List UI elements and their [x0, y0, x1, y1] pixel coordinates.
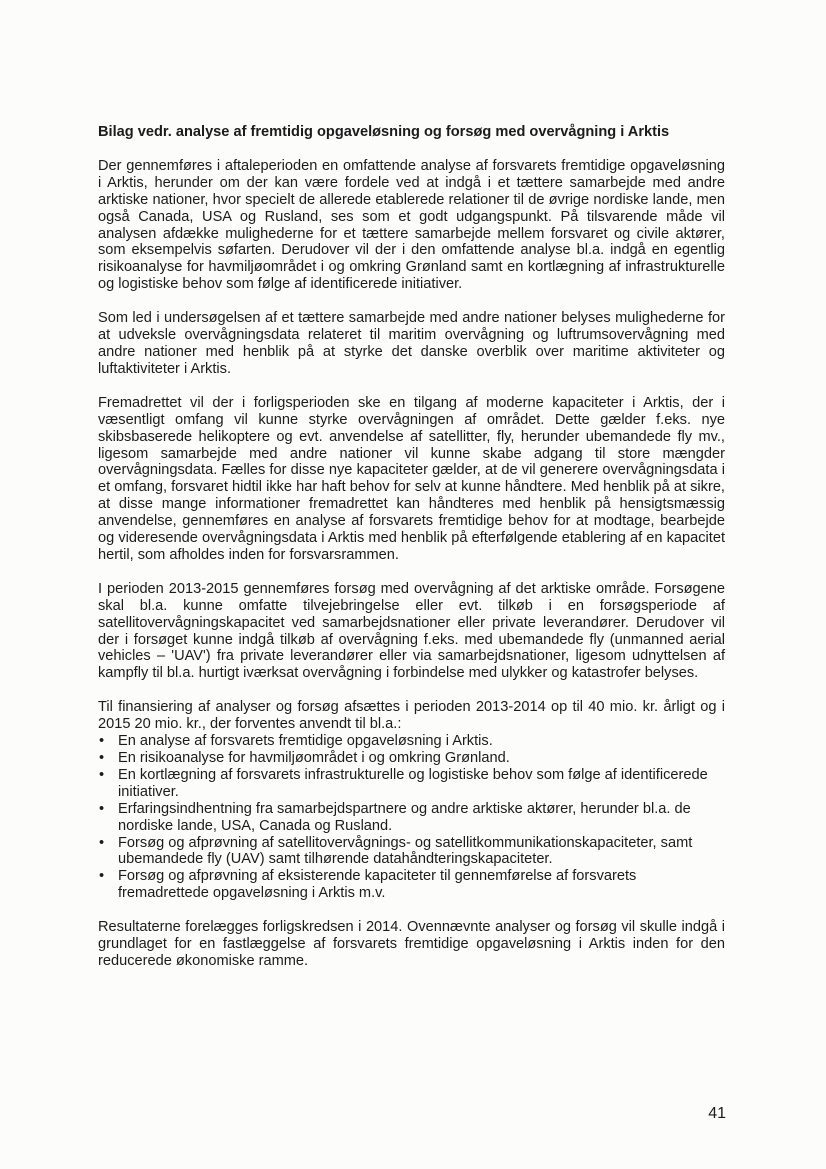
list-item-text: Forsøg og afprøvning af satellitovervågnings- og satellitkommunikationskapaciteter, samt ubemandede fly (UAV) samt tilhørende datahåndteringskapaciteter.	[118, 834, 693, 868]
bullet-icon: •	[99, 834, 105, 851]
page-number: 41	[708, 1105, 726, 1122]
list-item	[98, 750, 725, 767]
paragraph-data-exchange: Som led i undersøgelsen af et tættere samarbejde med andre nationer belyses mulighederne for at udveksle overvågningsdata relateret til maritim overvågning og luftrumsovervågning med andre nationer med henblik på at styrke det danske overblik over maritime aktiviteter og luftaktiviteter i Arktis.	[98, 310, 725, 377]
list-item-text: En analyse af forsvarets fremtidige opgaveløsning i Arktis.	[118, 733, 493, 750]
list-item-text: En risikoanalyse for havmiljøområdet i og omkring Grønland.	[118, 750, 510, 766]
list-item-text: Erfaringsindhentning fra samarbejdspartnere og andre arktiske aktører, herunder bl.a. de nordiske lande, USA, Canada og Rusland.	[118, 800, 691, 834]
bullet-icon: •	[99, 868, 105, 885]
paragraph-closing: Resultaterne forelægges forligskredsen i 2014. Ovennævnte analyser og forsøg vil skulle indgå i grundlaget for en fastlæggelse af forsvarets fremtidige opgaveløsning i Arktis inden for den reducerede økonomiske ramme.	[98, 919, 725, 969]
bullet-icon: •	[99, 800, 105, 817]
list-item	[98, 733, 725, 750]
list-item-text: En kortlægning af forsvarets infrastrukturelle og logistiske behov som følge af identificerede initiativer.	[118, 766, 708, 800]
document-body	[98, 124, 725, 987]
list-item	[98, 868, 725, 902]
document-heading: Bilag vedr. analyse af fremtidig opgaveløsning og forsøg med overvågning i Arktis	[98, 124, 670, 140]
bullet-icon: •	[99, 750, 105, 766]
financing-bullet-list	[98, 733, 725, 902]
list-item	[98, 767, 725, 801]
bullet-icon: •	[99, 766, 105, 783]
paragraph-analysis: Der gennemføres i aftaleperioden en omfattende analyse af forsvarets fremtidige opgaveløsning i Arktis, herunder om der kan være fordele ved at indgå i et tættere samarbejde med andre arktiske nationer, hvor specielt de allerede etablerede relationer til de øvrige nordiske lande, men også Canada, USA og Rusland, ses som et godt udgangspunkt. På tilsvarende måde vil analysen afdække mulighederne for et tættere samarbejde mellem forsvaret og civile aktører, som eksempelvis søfarten. Derudover vil der i den omfattende analyse bl.a. indgå en egentlig risikoanalyse for havmiljøområdet i og omkring Grønland samt en kortlægning af infrastrukturelle og logistiske behov som følge af identificerede initiativer.	[98, 157, 725, 293]
bullet-icon: •	[99, 733, 105, 750]
paragraph-financing: Til finansiering af analyser og forsøg afsættes i perioden 2013-2014 op til 40 mio. kr. årligt og i 2015 20 mio. kr., der forventes anvendt til bl.a.:	[98, 699, 725, 733]
paragraph-trials: I perioden 2013-2015 gennemføres forsøg med overvågning af det arktiske område. Forsøgene skal bl.a. kunne omfatte tilvejebringelse eller evt. tilkøb i en forsøgsperiode af satellitovervågningskapacitet ved samarbejdsnationer eller private leverandører. Derudover vil der i forsøget kunne indgå tilkøb af overvågning f.eks. med ubemandede fly (unmanned aerial vehicles – 'UAV') fra private leverandører eller via samarbejdsnationer, ligesom udnyttelsen af kampfly til bl.a. hurtigt iværksat overvågning i forbindelse med ulykker og katastrofer belyses.	[98, 580, 725, 682]
list-item-text: Forsøg og afprøvning af eksisterende kapaciteter til gennemførelse af forsvarets fremadrettede opgaveløsning i Arktis m.v.	[118, 868, 637, 902]
list-item	[98, 801, 725, 835]
paragraph-capacities: Fremadrettet vil der i forligsperioden ske en tilgang af moderne kapaciteter i Arktis, der i væsentligt omfang vil kunne styrke overvågningen af området. Dette gælder f.eks. nye skibsbaserede helikoptere og evt. anvendelse af satellitter, fly, herunder ubemandede fly mv., ligesom samarbejde med andre nationer vil kunne skabe adgang til store mængder overvågningsdata. Fælles for disse nye kapaciteter gælder, at de vil generere overvågningsdata i et omfang, forsvaret hidtil ikke har haft behov for selv at kunne håndtere. Med henblik på at sikre, at disse mange informationer fremadrettet kan håndteres med henblik på hensigtsmæssig anvendelse, gennemføres en analyse af forsvarets fremtidige behov for at modtage, bearbejde og videresende overvågningsdata i Arktis med henblik på efterfølgende etablering af en kapacitet hertil, som afholdes inden for forsvarsrammen.	[98, 394, 725, 563]
list-item	[98, 835, 725, 869]
